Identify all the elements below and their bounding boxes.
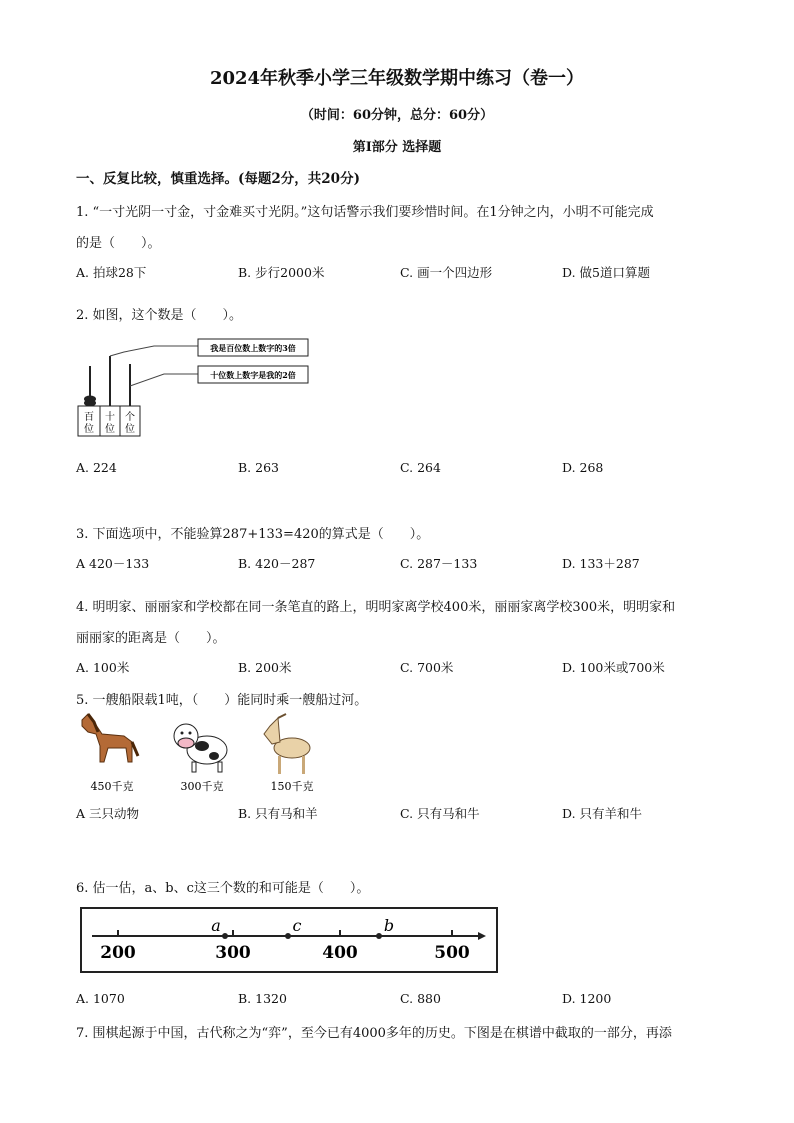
svg-text:位: 位 [84,424,94,435]
goat-weight: 150千克 [270,780,314,793]
abacus-callout-bottom: 十位数上数字是我的2倍 [210,370,296,380]
question-7: 7. 围棋起源于中国，古代称之为“弈”，至今已有4000多年的历史。下图是在棋谱中截取的一部分，再添 [76,1026,672,1041]
q3-option-d[interactable]: D. 133＋287 [562,556,640,571]
q5-option-b[interactable]: B. 只有马和羊 [238,806,318,821]
question-3: 3. 下面选项中，不能验算287+133=420的算式是（ ）。 [76,527,430,542]
tick-300: 300 [215,943,251,963]
label-c: c [292,916,302,935]
q6-option-b[interactable]: B. 1320 [238,991,287,1006]
tick-400: 400 [322,943,358,963]
question-6: 6. 估一估，a、b、c这三个数的和可能是（ ）。 [76,881,370,896]
abacus-callout-top: 我是百位数上数字的3倍 [210,343,296,353]
question-4-line1: 4. 明明家、丽丽家和学校都在同一条笔直的路上，明明家离学校400米，丽丽家离学校300米，明明家和 [76,600,676,615]
question-2: 2. 如图，这个数是（ ）。 [76,308,243,323]
svg-text:位: 位 [125,424,135,435]
q3-option-a[interactable]: A 420－133 [76,556,150,571]
q6-option-c[interactable]: C. 880 [400,991,441,1006]
q3-option-b[interactable]: B. 420－287 [238,556,316,571]
q4-option-c[interactable]: C. 700米 [400,660,454,675]
abacus-label-hundreds: 百 [84,412,94,423]
exam-info: （时间：60分钟，总分：60分） [300,108,494,123]
tick-200: 200 [100,943,136,963]
question-1-line2: 的是（ ）。 [76,236,161,251]
horse-image [82,714,138,762]
q1-option-a[interactable]: A. 拍球28下 [76,265,147,280]
point-c [285,933,291,939]
q1-option-c[interactable]: C. 画一个四边形 [400,265,493,280]
cow-image [174,724,227,772]
point-b [376,933,382,939]
q6-option-d[interactable]: D. 1200 [562,991,612,1006]
q4-option-b[interactable]: B. 200米 [238,660,292,675]
question-5: 5. 一艘船限载1吨，（ ）能同时乘一艘船过河。 [76,693,368,708]
svg-text:位: 位 [105,424,115,435]
goat-image [264,714,310,774]
q5-option-a[interactable]: A 三只动物 [76,806,140,821]
number-line-figure [80,907,500,975]
q2-option-a[interactable]: A. 224 [76,460,117,475]
page-title: 2024年秋季小学三年级数学期中练习（卷一） [209,68,585,89]
abacus-label-tens: 十 [105,412,115,423]
q6-option-a[interactable]: A. 1070 [76,991,125,1006]
abacus-label-ones: 个 [125,412,135,423]
section-heading: 一、反复比较，慎重选择。(每题2分，共20分) [76,171,360,187]
tick-500: 500 [434,943,470,963]
q1-option-b[interactable]: B. 步行2000米 [238,265,325,280]
question-1-line1: 1. “一寸光阴一寸金，寸金难买寸光阴。”这句话警示我们要珍惜时间。在1分钟之内，小明不可能完成 [76,205,654,220]
question-4-line2: 丽丽家的距离是（ ）。 [76,631,226,646]
q1-option-d[interactable]: D. 做5道口算题 [562,265,650,280]
animals-figure [74,712,324,794]
abacus-figure [74,336,314,440]
q2-option-d[interactable]: D. 268 [562,460,604,475]
part-heading: 第Ⅰ部分 选择题 [352,140,442,155]
q3-option-c[interactable]: C. 287－133 [400,556,478,571]
q2-option-b[interactable]: B. 263 [238,460,279,475]
cow-weight: 300千克 [180,780,224,793]
label-a: a [211,916,221,935]
point-a [222,933,228,939]
q4-option-a[interactable]: A. 100米 [76,660,130,675]
horse-weight: 450千克 [90,780,134,793]
label-b: b [383,916,395,935]
q5-option-d[interactable]: D. 只有羊和牛 [562,806,643,821]
q2-option-c[interactable]: C. 264 [400,460,441,475]
q5-option-c[interactable]: C. 只有马和牛 [400,806,480,821]
q4-option-d[interactable]: D. 100米或700米 [562,660,665,675]
